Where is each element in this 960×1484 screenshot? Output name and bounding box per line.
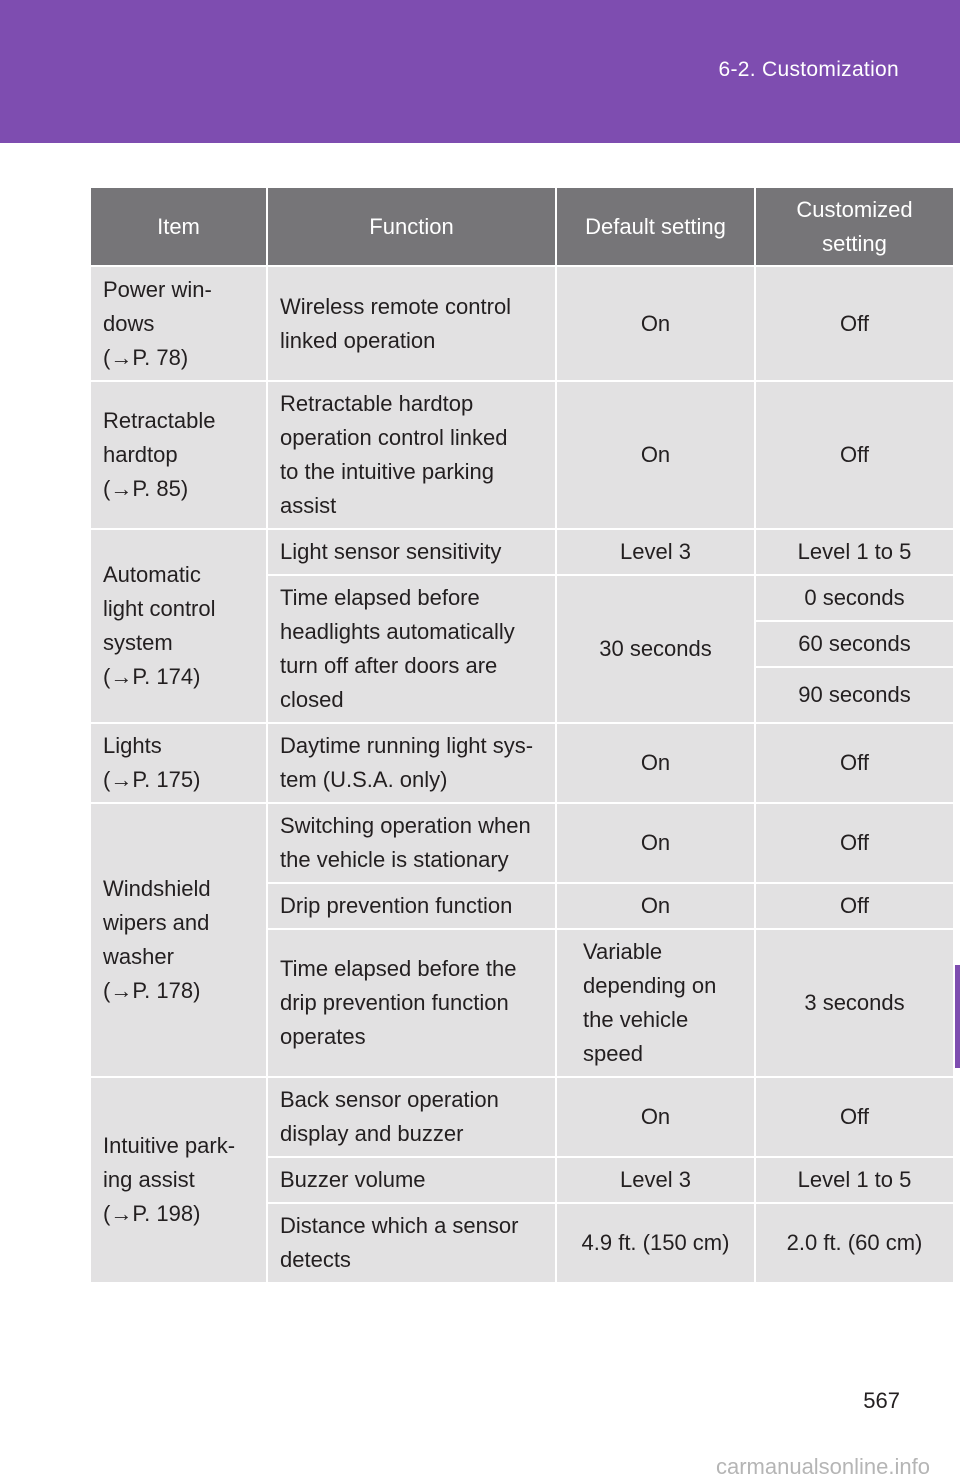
default-cell: Level 3 [556,529,755,575]
default-cell: 30 seconds [556,575,755,723]
watermark: carmanualsonline.info [715,1454,930,1479]
table-row [90,723,954,803]
function-cell: Distance which a sensor detects [267,1203,556,1283]
item-cell: Windshield wipers and washer (→P. 178) [90,803,267,1077]
table-row [90,529,954,575]
default-cell: On [556,723,755,803]
function-cell: Daytime running light sys- tem (U.S.A. only) [267,723,556,803]
table-row [90,381,954,529]
default-cell: On [556,1077,755,1157]
function-cell: Light sensor sensitivity [267,529,556,575]
customization-table [89,186,955,1284]
item-cell: Lights (→P. 175) [90,723,267,803]
function-cell: Back sensor operation display and buzzer [267,1077,556,1157]
custom-cell: Level 1 to 5 [755,1157,954,1203]
item-cell: Automatic light control system (→P. 174) [90,529,267,723]
default-cell: On [556,883,755,929]
item-cell: Retractable hardtop (→P. 85) [90,381,267,529]
function-cell: Wireless remote control linked operation [267,266,556,381]
custom-cell: Off [755,1077,954,1157]
custom-cell: 60 seconds [755,621,954,667]
page-number: 567 [863,1388,900,1413]
custom-cell: 0 seconds [755,575,954,621]
custom-cell: Off [755,883,954,929]
default-cell: On [556,803,755,883]
table-header-row [90,187,954,266]
header-customized-label: Customized setting [796,196,913,256]
custom-cell: Level 1 to 5 [755,529,954,575]
function-cell: Drip prevention function [267,883,556,929]
section-title: 6-2. Customization [718,58,899,81]
custom-cell: 90 seconds [755,667,954,723]
table-row [90,803,954,883]
function-cell: Buzzer volume [267,1157,556,1203]
header-item: Item [90,187,267,266]
function-cell: Switching operation when the vehicle is stationary [267,803,556,883]
custom-cell: Off [755,723,954,803]
header-customized [755,187,954,266]
function-cell: Time elapsed before headlights automatically turn off after doors are closed [267,575,556,723]
header-default: Default setting [556,187,755,266]
item-cell: Intuitive park- ing assist (→P. 198) [90,1077,267,1283]
function-cell: Time elapsed before the drip prevention function operates [267,929,556,1077]
default-cell: Variable depending on the vehicle speed [556,929,755,1077]
custom-cell: Off [755,266,954,381]
item-cell: Power win- dows (→P. 78) [90,266,267,381]
header-band [0,0,960,143]
function-cell: Retractable hardtop operation control linked to the intuitive parking assist [267,381,556,529]
default-cell: On [556,381,755,529]
table-row [90,1077,954,1157]
default-cell: Level 3 [556,1157,755,1203]
table-row [90,266,954,381]
custom-cell: Off [755,803,954,883]
default-cell: 4.9 ft. (150 cm) [556,1203,755,1283]
custom-cell: 2.0 ft. (60 cm) [755,1203,954,1283]
default-cell: On [556,266,755,381]
custom-cell: 3 seconds [755,929,954,1077]
custom-cell: Off [755,381,954,529]
header-function: Function [267,187,556,266]
